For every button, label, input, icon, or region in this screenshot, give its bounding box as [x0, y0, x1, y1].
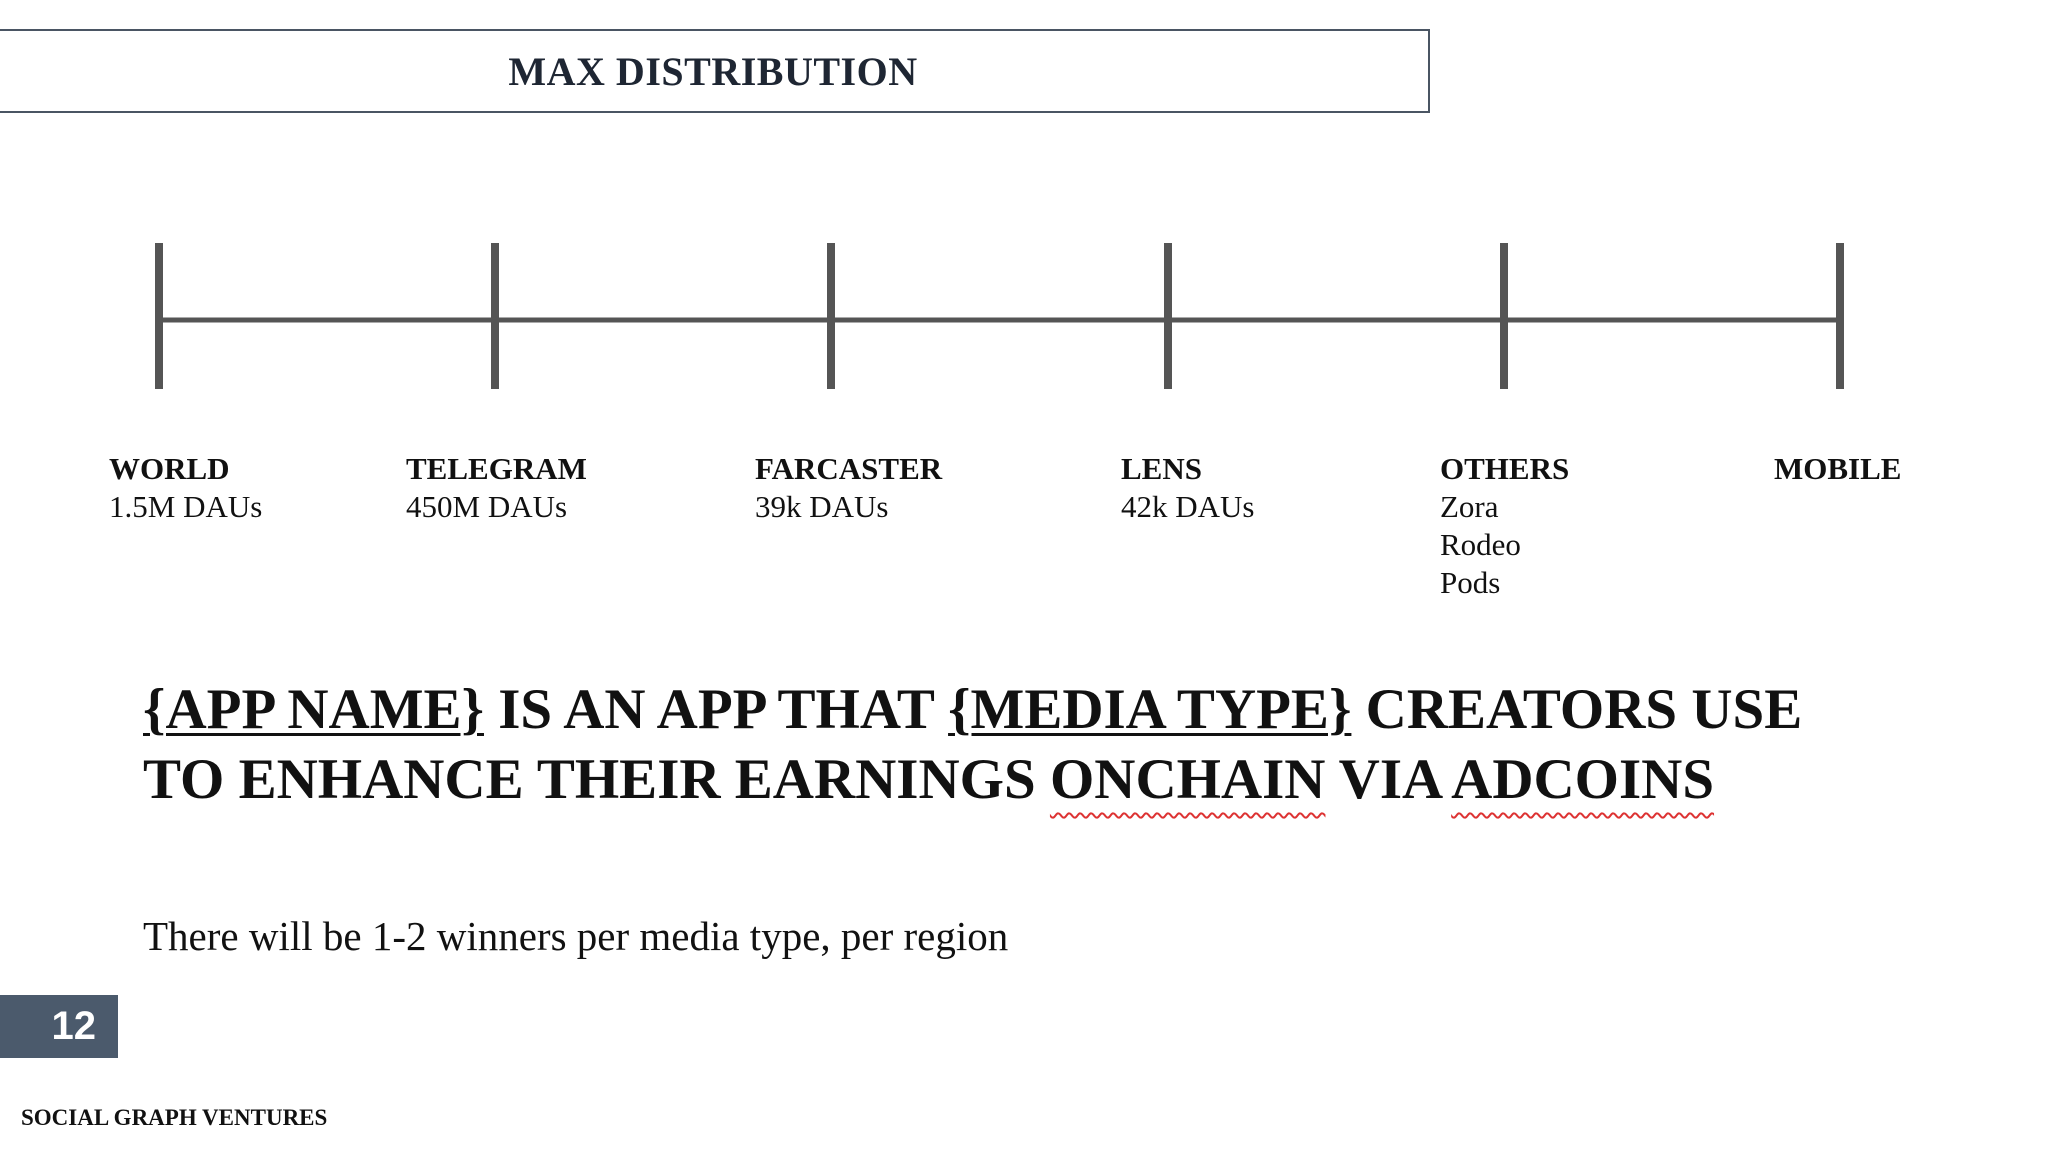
- stop-detail: 450M DAUs: [406, 489, 568, 524]
- title-box: [0, 29, 1430, 113]
- stop-label: MOBILE: [1774, 451, 1902, 486]
- stop-telegram: [406, 450, 587, 526]
- stop-label: WORLD: [109, 451, 230, 486]
- stop-label: LENS: [1121, 451, 1202, 486]
- stop-others: [1440, 450, 1569, 602]
- headline-adcoins: ADCOINS: [1451, 748, 1715, 811]
- headline-media-type: {MEDIA TYPE}: [948, 678, 1352, 741]
- headline-text: TO ENHANCE THEIR EARNINGS: [143, 748, 1050, 811]
- headline-text: CREATORS USE: [1351, 678, 1803, 741]
- stop-detail: Pods: [1440, 565, 1501, 600]
- stop-detail: Zora: [1440, 489, 1499, 524]
- stop-detail: 1.5M DAUs: [109, 489, 263, 524]
- stop-world: [109, 450, 262, 526]
- stop-mobile: [1774, 450, 1901, 488]
- page-number: 12: [51, 1004, 96, 1048]
- stop-detail: 39k DAUs: [755, 489, 889, 524]
- headline-text: VIA: [1325, 748, 1452, 811]
- headline-text: IS AN APP THAT: [483, 678, 949, 741]
- stop-lens: [1121, 450, 1254, 526]
- stop-detail: 42k DAUs: [1121, 489, 1255, 524]
- headline: [143, 675, 1943, 815]
- brand-footer: SOCIAL GRAPH VENTURES: [21, 1105, 328, 1130]
- stop-detail: Rodeo: [1440, 527, 1521, 562]
- winners-note: There will be 1-2 winners per media type, per region: [143, 913, 1009, 959]
- stop-label: FARCASTER: [755, 451, 943, 486]
- headline-app-name: {APP NAME}: [143, 678, 484, 741]
- page-number-badge: [0, 995, 118, 1058]
- stop-label: OTHERS: [1440, 451, 1570, 486]
- stop-label: TELEGRAM: [406, 451, 587, 486]
- slide-title: MAX DISTRIBUTION: [508, 48, 918, 94]
- headline-onchain: ONCHAIN: [1049, 748, 1326, 811]
- stop-farcaster: [755, 450, 942, 526]
